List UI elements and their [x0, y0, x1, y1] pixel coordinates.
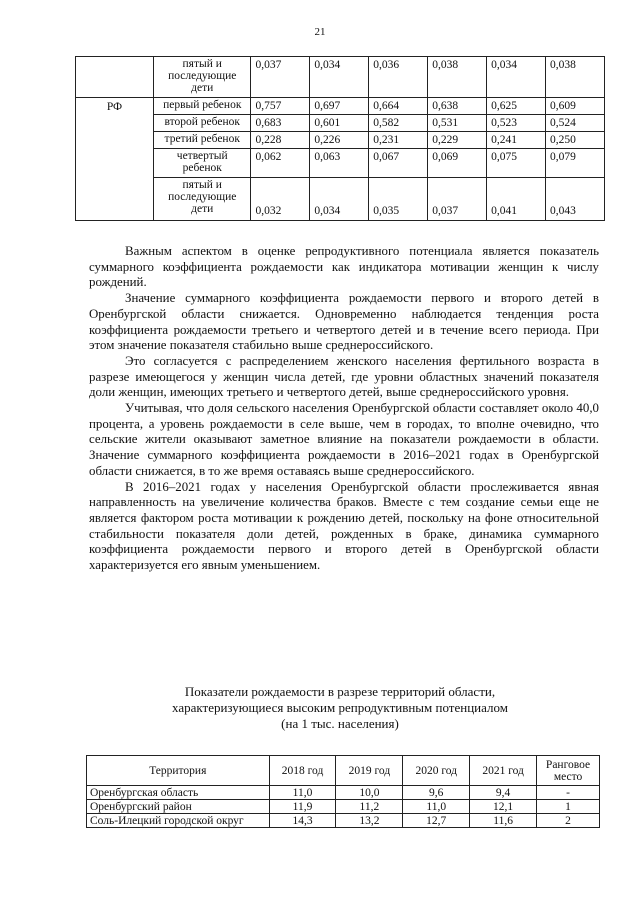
value-cell: 0,043 — [546, 178, 605, 221]
value-cell: 9,6 — [403, 786, 470, 800]
value-cell: 0,229 — [428, 132, 487, 149]
value-cell: 0,228 — [251, 132, 310, 149]
table-row — [76, 149, 605, 178]
value-cell: 0,035 — [369, 178, 428, 221]
value-cell: 0,250 — [546, 132, 605, 149]
value-cell: 0,231 — [369, 132, 428, 149]
value-cell: 0,037 — [251, 57, 310, 98]
value-cell: 0,582 — [369, 115, 428, 132]
column-header: Территория — [87, 756, 270, 786]
table-row — [87, 800, 600, 814]
value-cell: 0,067 — [369, 149, 428, 178]
territory-name: Оренбургская область — [87, 786, 270, 800]
paragraph: Важным аспектом в оценке репродуктивного потенциала является показатель суммарного коэффициента рождаемости как индикатора мотивации женщин к числу рождений. — [89, 244, 599, 290]
caption-line: Показатели рождаемости в разрезе территорий области, — [184, 684, 496, 699]
value-cell: 10,0 — [336, 786, 403, 800]
value-cell: 0,664 — [369, 98, 428, 115]
birth-order-label: третий ребенок — [154, 132, 251, 149]
paragraph: Это согласуется с распределением женского населения фертильного возраста в разрезе имеющегося у женщин числа детей, где уровни областных значений показателя доли женщин, имеющих третьего и четвертого детей, выше среднероссийского уровня. — [89, 353, 599, 400]
value-cell: 0,697 — [310, 98, 369, 115]
rank-cell: - — [537, 786, 600, 800]
table-row — [76, 132, 605, 149]
value-cell: 14,3 — [269, 814, 336, 828]
table-row — [76, 115, 605, 132]
rank-cell: 2 — [537, 814, 600, 828]
value-cell: 0,034 — [487, 57, 546, 98]
value-cell: 11,0 — [269, 786, 336, 800]
territory-name: Соль-Илецкий городской округ — [87, 814, 270, 828]
column-header: 2019 год — [336, 756, 403, 786]
column-header: Ранговое место — [537, 756, 600, 786]
birth-order-label: второй ребенок — [154, 115, 251, 132]
body-text — [89, 244, 599, 574]
value-cell: 0,038 — [546, 57, 605, 98]
value-cell: 0,034 — [310, 57, 369, 98]
column-header: 2021 год — [470, 756, 537, 786]
value-cell: 0,079 — [546, 149, 605, 178]
territory-name: Оренбургский район — [87, 800, 270, 814]
birth-order-label: четвертый ребенок — [154, 149, 251, 178]
value-cell: 0,226 — [310, 132, 369, 149]
value-cell: 0,757 — [251, 98, 310, 115]
table-row — [76, 178, 605, 221]
value-cell: 0,683 — [251, 115, 310, 132]
birth-order-label: пятый и последующие дети — [154, 57, 251, 98]
column-header: 2020 год — [403, 756, 470, 786]
value-cell: 9,4 — [470, 786, 537, 800]
value-cell: 0,062 — [251, 149, 310, 178]
value-cell: 11,2 — [336, 800, 403, 814]
value-cell: 11,0 — [403, 800, 470, 814]
table-row — [76, 57, 605, 98]
value-cell: 12,1 — [470, 800, 537, 814]
value-cell: 0,063 — [310, 149, 369, 178]
value-cell: 13,2 — [336, 814, 403, 828]
value-cell: 0,609 — [546, 98, 605, 115]
value-cell: 0,032 — [251, 178, 310, 221]
value-cell: 0,625 — [487, 98, 546, 115]
table-row — [87, 786, 600, 800]
birth-order-coefficient-table — [75, 56, 605, 221]
page-number: 21 — [314, 26, 326, 38]
rank-cell: 1 — [537, 800, 600, 814]
value-cell: 0,523 — [487, 115, 546, 132]
table-row — [87, 814, 600, 828]
value-cell: 0,531 — [428, 115, 487, 132]
value-cell: 11,6 — [470, 814, 537, 828]
value-cell: 0,038 — [428, 57, 487, 98]
value-cell: 0,601 — [310, 115, 369, 132]
value-cell: 0,069 — [428, 149, 487, 178]
value-cell: 0,241 — [487, 132, 546, 149]
value-cell: 0,041 — [487, 178, 546, 221]
paragraph: Значение суммарного коэффициента рождаемости первого и второго детей в Оренбургской области снижается. Одновременно наблюдается тенденция роста коэффициента рождаемости третьего и четвертого детей и в течение всего периода. При этом значение показателя стабильно выше среднероссийского. — [89, 291, 599, 353]
value-cell: 0,524 — [546, 115, 605, 132]
table-row — [76, 98, 605, 115]
column-header: 2018 год — [269, 756, 336, 786]
value-cell: 11,9 — [269, 800, 336, 814]
territory-birth-rate-table — [86, 755, 600, 828]
birth-order-label: первый ребенок — [154, 98, 251, 115]
value-cell: 0,036 — [369, 57, 428, 98]
caption-line: характеризующиеся высоким репродуктивным потенциалом — [172, 700, 508, 715]
region-cell-empty — [76, 57, 154, 98]
table-header-row — [87, 756, 600, 786]
birth-order-label: пятый и последующие дети — [154, 178, 251, 221]
value-cell: 0,034 — [310, 178, 369, 221]
paragraph: В 2016–2021 годах у населения Оренбургской области прослеживается явная направленность на увеличение количества браков. Вместе с тем создание семьи еще не является фактором роста мотивации к рождению детей, поскольку на фоне относительной стабильности показателя доли детей, рожденных в браке, динамика суммарного коэффициента рождаемости первого и второго детей в Оренбургской области характеризуется его явным уменьшением. — [89, 479, 599, 573]
value-cell: 0,075 — [487, 149, 546, 178]
value-cell: 12,7 — [403, 814, 470, 828]
region-cell: РФ — [76, 98, 154, 221]
value-cell: 0,638 — [428, 98, 487, 115]
caption-line: (на 1 тыс. населения) — [281, 716, 399, 731]
value-cell: 0,037 — [428, 178, 487, 221]
paragraph: Учитывая, что доля сельского населения Оренбургской области составляет около 40,0 процента, а уровень рождаемости в селе выше, чем в городах, то вполне очевидно, что сельские жители оказывают заметное влияние на показатели рождаемости в области. Значение суммарного коэффициента рождаемости в 2016–2021 годах в Оренбургской области снижается, в то же время оставаясь выше среднероссийского. — [89, 401, 599, 478]
table-caption — [90, 684, 590, 732]
